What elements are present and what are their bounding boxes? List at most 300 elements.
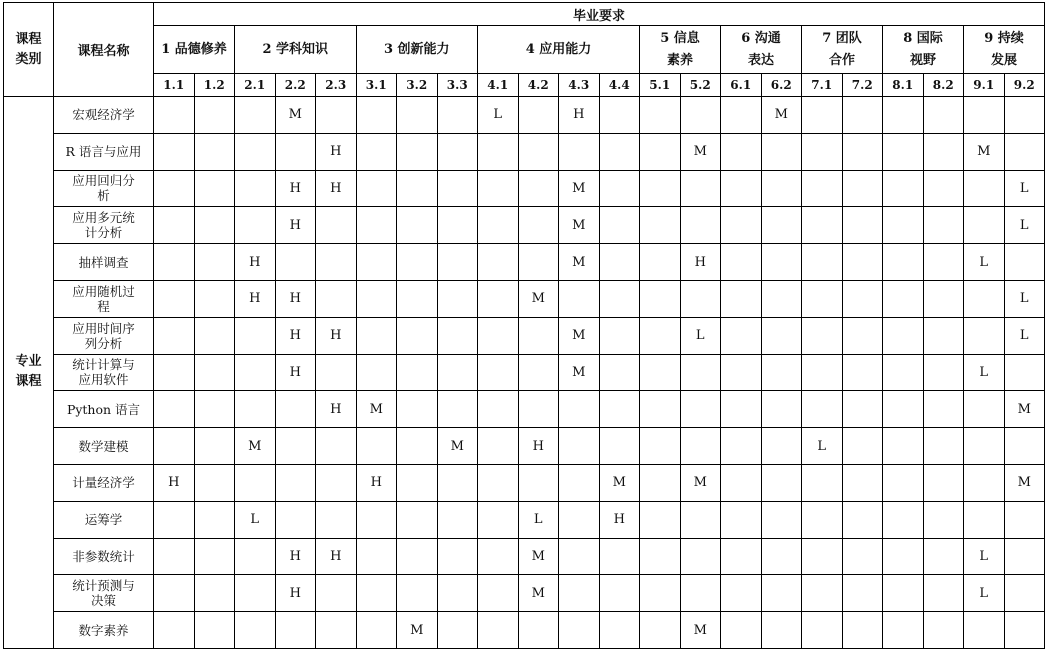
mark-cell bbox=[964, 207, 1005, 244]
mark-cell bbox=[721, 133, 762, 170]
mark-cell bbox=[518, 97, 559, 134]
mark-cell bbox=[478, 538, 519, 575]
mark-cell bbox=[923, 244, 964, 281]
mark-cell bbox=[599, 538, 640, 575]
mark-cell: L bbox=[802, 428, 843, 465]
mark-cell: H bbox=[275, 207, 316, 244]
mark-cell bbox=[154, 244, 195, 281]
mark-cell: M bbox=[559, 170, 600, 207]
mark-cell: M bbox=[235, 428, 276, 465]
mark-cell bbox=[194, 612, 235, 649]
mark-cell bbox=[842, 170, 883, 207]
mark-cell bbox=[397, 354, 438, 391]
mark-cell bbox=[923, 575, 964, 612]
mark-cell bbox=[640, 280, 681, 317]
mark-cell bbox=[356, 97, 397, 134]
requirement-sub-1-1: 1.1 bbox=[154, 74, 195, 97]
course-name-cell: 宏观经济学 bbox=[54, 97, 154, 134]
mark-cell bbox=[235, 97, 276, 134]
mark-cell: M bbox=[559, 207, 600, 244]
requirement-sub-3-2: 3.2 bbox=[397, 74, 438, 97]
mark-cell bbox=[599, 280, 640, 317]
mark-cell bbox=[478, 244, 519, 281]
mark-cell: H bbox=[559, 97, 600, 134]
mark-cell bbox=[761, 280, 802, 317]
mark-cell bbox=[397, 428, 438, 465]
mark-cell bbox=[559, 428, 600, 465]
requirement-group-6: 6 沟通 表达 bbox=[721, 26, 802, 74]
table-row bbox=[4, 575, 1045, 612]
mark-cell bbox=[842, 280, 883, 317]
mark-cell bbox=[883, 575, 924, 612]
table-row bbox=[4, 207, 1045, 244]
mark-cell bbox=[397, 391, 438, 428]
mark-cell bbox=[923, 391, 964, 428]
mark-cell bbox=[559, 501, 600, 538]
mark-cell bbox=[883, 538, 924, 575]
mark-cell: H bbox=[275, 317, 316, 354]
mark-cell bbox=[559, 133, 600, 170]
mark-cell bbox=[437, 97, 478, 134]
mark-cell bbox=[842, 501, 883, 538]
table-row bbox=[4, 97, 1045, 134]
mark-cell bbox=[802, 501, 843, 538]
mark-cell bbox=[640, 170, 681, 207]
requirement-sub-7-1: 7.1 bbox=[802, 74, 843, 97]
mark-cell bbox=[721, 280, 762, 317]
mark-cell bbox=[275, 133, 316, 170]
mark-cell bbox=[883, 97, 924, 134]
mark-cell bbox=[883, 391, 924, 428]
mark-cell bbox=[802, 612, 843, 649]
mark-cell bbox=[356, 538, 397, 575]
mark-cell bbox=[356, 280, 397, 317]
mark-cell bbox=[559, 538, 600, 575]
mark-cell bbox=[680, 501, 721, 538]
table-row bbox=[4, 538, 1045, 575]
requirement-sub-2-2: 2.2 bbox=[275, 74, 316, 97]
mark-cell: H bbox=[680, 244, 721, 281]
mark-cell bbox=[235, 391, 276, 428]
mark-cell bbox=[680, 575, 721, 612]
mark-cell bbox=[802, 244, 843, 281]
course-name-cell: 运筹学 bbox=[54, 501, 154, 538]
mark-cell bbox=[154, 428, 195, 465]
course-name-cell: 统计预测与 决策 bbox=[54, 575, 154, 612]
table-row bbox=[4, 612, 1045, 649]
mark-cell bbox=[478, 317, 519, 354]
mark-cell bbox=[397, 317, 438, 354]
mark-cell bbox=[235, 133, 276, 170]
mark-cell bbox=[842, 575, 883, 612]
mark-cell bbox=[235, 538, 276, 575]
requirement-sub-7-2: 7.2 bbox=[842, 74, 883, 97]
mark-cell: H bbox=[316, 317, 357, 354]
mark-cell: M bbox=[559, 317, 600, 354]
requirement-sub-3-1: 3.1 bbox=[356, 74, 397, 97]
mark-cell bbox=[1004, 354, 1045, 391]
mark-cell: L bbox=[680, 317, 721, 354]
mark-cell bbox=[518, 354, 559, 391]
mark-cell: H bbox=[275, 354, 316, 391]
course-name-cell: Python 语言 bbox=[54, 391, 154, 428]
mark-cell bbox=[964, 317, 1005, 354]
table-row bbox=[4, 280, 1045, 317]
mark-cell bbox=[316, 501, 357, 538]
mark-cell bbox=[478, 501, 519, 538]
mark-cell bbox=[802, 317, 843, 354]
table-row bbox=[4, 464, 1045, 501]
mark-cell bbox=[559, 280, 600, 317]
requirement-sub-4-4: 4.4 bbox=[599, 74, 640, 97]
mark-cell bbox=[559, 612, 600, 649]
mark-cell bbox=[923, 280, 964, 317]
header-row-groups bbox=[4, 26, 1045, 74]
mark-cell bbox=[194, 354, 235, 391]
table-row bbox=[4, 391, 1045, 428]
mark-cell bbox=[316, 575, 357, 612]
mark-cell bbox=[1004, 501, 1045, 538]
course-name-cell: 计量经济学 bbox=[54, 464, 154, 501]
mark-cell bbox=[356, 428, 397, 465]
mark-cell bbox=[640, 354, 681, 391]
mark-cell bbox=[842, 464, 883, 501]
mark-cell bbox=[883, 612, 924, 649]
mark-cell bbox=[518, 464, 559, 501]
requirement-sub-3-3: 3.3 bbox=[437, 74, 478, 97]
mark-cell bbox=[518, 317, 559, 354]
mark-cell bbox=[154, 97, 195, 134]
mark-cell bbox=[275, 612, 316, 649]
mark-cell bbox=[680, 538, 721, 575]
mark-cell bbox=[194, 317, 235, 354]
mark-cell bbox=[761, 464, 802, 501]
mark-cell bbox=[883, 280, 924, 317]
requirement-group-7: 7 团队 合作 bbox=[802, 26, 883, 74]
mark-cell bbox=[680, 354, 721, 391]
mark-cell bbox=[721, 244, 762, 281]
mark-cell bbox=[761, 391, 802, 428]
course-name-cell: 抽样调查 bbox=[54, 244, 154, 281]
table-row bbox=[4, 354, 1045, 391]
mark-cell bbox=[680, 280, 721, 317]
mark-cell bbox=[883, 428, 924, 465]
mark-cell bbox=[235, 354, 276, 391]
mark-cell bbox=[437, 575, 478, 612]
mark-cell bbox=[518, 244, 559, 281]
mark-cell bbox=[235, 317, 276, 354]
mark-cell: L bbox=[1004, 207, 1045, 244]
mark-cell bbox=[883, 170, 924, 207]
mark-cell bbox=[883, 244, 924, 281]
mark-cell bbox=[478, 207, 519, 244]
mark-cell bbox=[761, 133, 802, 170]
mark-cell bbox=[437, 501, 478, 538]
mark-cell bbox=[356, 207, 397, 244]
requirement-sub-2-3: 2.3 bbox=[316, 74, 357, 97]
mark-cell bbox=[194, 464, 235, 501]
mark-cell: H bbox=[275, 170, 316, 207]
mark-cell bbox=[397, 575, 438, 612]
mark-cell: M bbox=[397, 612, 438, 649]
mark-cell bbox=[964, 612, 1005, 649]
mark-cell bbox=[478, 575, 519, 612]
mark-cell bbox=[721, 538, 762, 575]
mark-cell bbox=[599, 428, 640, 465]
mark-cell bbox=[599, 133, 640, 170]
mark-cell: H bbox=[316, 391, 357, 428]
mark-cell bbox=[194, 97, 235, 134]
mark-cell bbox=[518, 133, 559, 170]
mark-cell bbox=[154, 391, 195, 428]
mark-cell bbox=[194, 207, 235, 244]
mark-cell bbox=[518, 170, 559, 207]
course-name-cell: 统计计算与 应用软件 bbox=[54, 354, 154, 391]
mark-cell bbox=[154, 317, 195, 354]
mark-cell: M bbox=[1004, 464, 1045, 501]
mark-cell bbox=[397, 464, 438, 501]
requirement-sub-8-1: 8.1 bbox=[883, 74, 924, 97]
requirement-sub-8-2: 8.2 bbox=[923, 74, 964, 97]
mark-cell: H bbox=[518, 428, 559, 465]
mark-cell: M bbox=[559, 244, 600, 281]
table-row bbox=[4, 501, 1045, 538]
mark-cell bbox=[842, 612, 883, 649]
mark-cell bbox=[356, 317, 397, 354]
mark-cell bbox=[194, 428, 235, 465]
mark-cell: L bbox=[964, 354, 1005, 391]
mark-cell bbox=[640, 575, 681, 612]
mark-cell bbox=[437, 280, 478, 317]
mark-cell bbox=[802, 391, 843, 428]
mark-cell bbox=[923, 317, 964, 354]
requirements-header: 毕业要求 bbox=[154, 3, 1045, 26]
mark-cell: H bbox=[316, 538, 357, 575]
mark-cell: M bbox=[964, 133, 1005, 170]
mark-cell bbox=[154, 170, 195, 207]
course-name-cell: 非参数统计 bbox=[54, 538, 154, 575]
mark-cell bbox=[154, 538, 195, 575]
mark-cell bbox=[964, 464, 1005, 501]
header-row-top bbox=[4, 3, 1045, 26]
table-row bbox=[4, 317, 1045, 354]
mark-cell bbox=[964, 97, 1005, 134]
mark-cell bbox=[640, 428, 681, 465]
mark-cell: M bbox=[356, 391, 397, 428]
mark-cell bbox=[316, 280, 357, 317]
mark-cell bbox=[923, 97, 964, 134]
mark-cell: M bbox=[680, 464, 721, 501]
mark-cell: H bbox=[235, 280, 276, 317]
mark-cell bbox=[599, 612, 640, 649]
mark-cell bbox=[478, 391, 519, 428]
mark-cell bbox=[802, 207, 843, 244]
mark-cell bbox=[478, 133, 519, 170]
mark-cell bbox=[397, 170, 438, 207]
mark-cell: M bbox=[680, 612, 721, 649]
mark-cell bbox=[397, 133, 438, 170]
mark-cell bbox=[640, 501, 681, 538]
mark-cell bbox=[1004, 133, 1045, 170]
requirement-sub-4-3: 4.3 bbox=[559, 74, 600, 97]
mark-cell bbox=[883, 354, 924, 391]
mark-cell bbox=[235, 207, 276, 244]
mark-cell bbox=[721, 428, 762, 465]
table-row bbox=[4, 244, 1045, 281]
mark-cell bbox=[356, 170, 397, 207]
mark-cell bbox=[883, 501, 924, 538]
mark-cell bbox=[923, 207, 964, 244]
mark-cell: H bbox=[235, 244, 276, 281]
mark-cell bbox=[923, 170, 964, 207]
mark-cell bbox=[194, 538, 235, 575]
requirement-sub-5-1: 5.1 bbox=[640, 74, 681, 97]
mark-cell bbox=[599, 207, 640, 244]
course-name-cell: 数字素养 bbox=[54, 612, 154, 649]
mark-cell bbox=[923, 354, 964, 391]
mark-cell bbox=[356, 575, 397, 612]
mark-cell bbox=[437, 244, 478, 281]
mark-cell bbox=[680, 170, 721, 207]
mark-cell bbox=[680, 391, 721, 428]
mark-cell bbox=[437, 354, 478, 391]
mark-cell bbox=[1004, 97, 1045, 134]
mark-cell bbox=[883, 464, 924, 501]
mark-cell: L bbox=[964, 244, 1005, 281]
mark-cell bbox=[478, 464, 519, 501]
requirement-sub-1-2: 1.2 bbox=[194, 74, 235, 97]
mark-cell bbox=[640, 464, 681, 501]
mark-cell bbox=[761, 538, 802, 575]
mark-cell: H bbox=[356, 464, 397, 501]
mark-cell bbox=[478, 280, 519, 317]
mark-cell bbox=[154, 280, 195, 317]
mark-cell bbox=[721, 575, 762, 612]
mark-cell: H bbox=[275, 280, 316, 317]
header-row-subs bbox=[4, 74, 1045, 97]
course-name-cell: 应用多元统 计分析 bbox=[54, 207, 154, 244]
mark-cell bbox=[397, 244, 438, 281]
mark-cell bbox=[194, 244, 235, 281]
requirement-sub-5-2: 5.2 bbox=[680, 74, 721, 97]
mark-cell bbox=[842, 317, 883, 354]
mark-cell bbox=[235, 170, 276, 207]
course-name-cell: R 语言与应用 bbox=[54, 133, 154, 170]
course-name-header: 课程名称 bbox=[54, 3, 154, 97]
mark-cell bbox=[680, 428, 721, 465]
mark-cell bbox=[316, 612, 357, 649]
mark-cell bbox=[640, 133, 681, 170]
category-header-label: 课程 类别 bbox=[15, 31, 42, 67]
requirement-sub-6-1: 6.1 bbox=[721, 74, 762, 97]
mark-cell bbox=[599, 170, 640, 207]
mark-cell bbox=[802, 280, 843, 317]
mark-cell bbox=[437, 317, 478, 354]
mark-cell bbox=[802, 170, 843, 207]
mark-cell bbox=[640, 538, 681, 575]
mark-cell bbox=[964, 391, 1005, 428]
requirement-sub-6-2: 6.2 bbox=[761, 74, 802, 97]
page bbox=[3, 2, 1045, 649]
mark-cell bbox=[721, 354, 762, 391]
mark-cell bbox=[842, 538, 883, 575]
mark-cell bbox=[275, 501, 316, 538]
mark-cell bbox=[1004, 244, 1045, 281]
category-header bbox=[4, 3, 54, 97]
mark-cell bbox=[154, 354, 195, 391]
mark-cell bbox=[883, 207, 924, 244]
mark-cell bbox=[599, 244, 640, 281]
mark-cell bbox=[802, 133, 843, 170]
mark-cell: L bbox=[964, 575, 1005, 612]
mark-cell: L bbox=[478, 97, 519, 134]
mark-cell bbox=[599, 354, 640, 391]
mark-cell: M bbox=[1004, 391, 1045, 428]
mark-cell bbox=[599, 575, 640, 612]
mark-cell bbox=[761, 575, 802, 612]
mark-cell bbox=[316, 354, 357, 391]
mark-cell bbox=[275, 428, 316, 465]
mark-cell bbox=[842, 133, 883, 170]
mark-cell bbox=[437, 464, 478, 501]
requirement-sub-2-1: 2.1 bbox=[235, 74, 276, 97]
mark-cell: L bbox=[518, 501, 559, 538]
mark-cell bbox=[964, 501, 1005, 538]
mark-cell bbox=[599, 97, 640, 134]
mark-cell bbox=[194, 170, 235, 207]
requirement-sub-4-1: 4.1 bbox=[478, 74, 519, 97]
mark-cell bbox=[721, 612, 762, 649]
mark-cell bbox=[883, 317, 924, 354]
mark-cell: M bbox=[518, 280, 559, 317]
course-name-cell: 应用随机过 程 bbox=[54, 280, 154, 317]
mark-cell bbox=[397, 207, 438, 244]
mark-cell bbox=[802, 538, 843, 575]
requirement-sub-9-2: 9.2 bbox=[1004, 74, 1045, 97]
mark-cell bbox=[761, 207, 802, 244]
mark-cell bbox=[356, 501, 397, 538]
table-row bbox=[4, 428, 1045, 465]
mark-cell bbox=[1004, 612, 1045, 649]
mark-cell bbox=[154, 501, 195, 538]
table-row bbox=[4, 133, 1045, 170]
mark-cell bbox=[154, 612, 195, 649]
mark-cell bbox=[761, 244, 802, 281]
mark-cell bbox=[842, 354, 883, 391]
requirement-group-3: 3 创新能力 bbox=[356, 26, 478, 74]
mark-cell bbox=[721, 317, 762, 354]
mark-cell bbox=[154, 133, 195, 170]
mark-cell: M bbox=[559, 354, 600, 391]
mark-cell bbox=[599, 317, 640, 354]
mark-cell bbox=[802, 97, 843, 134]
mark-cell bbox=[761, 612, 802, 649]
mark-cell bbox=[721, 391, 762, 428]
mark-cell bbox=[802, 464, 843, 501]
mark-cell bbox=[397, 97, 438, 134]
mark-cell bbox=[842, 428, 883, 465]
mark-cell: M bbox=[518, 538, 559, 575]
mark-cell bbox=[640, 207, 681, 244]
mark-cell bbox=[923, 133, 964, 170]
mark-cell: M bbox=[680, 133, 721, 170]
mark-cell bbox=[194, 133, 235, 170]
mark-cell bbox=[356, 133, 397, 170]
mark-cell bbox=[478, 170, 519, 207]
mark-cell bbox=[316, 428, 357, 465]
requirement-group-9: 9 持续 发展 bbox=[964, 26, 1045, 74]
mark-cell bbox=[437, 391, 478, 428]
